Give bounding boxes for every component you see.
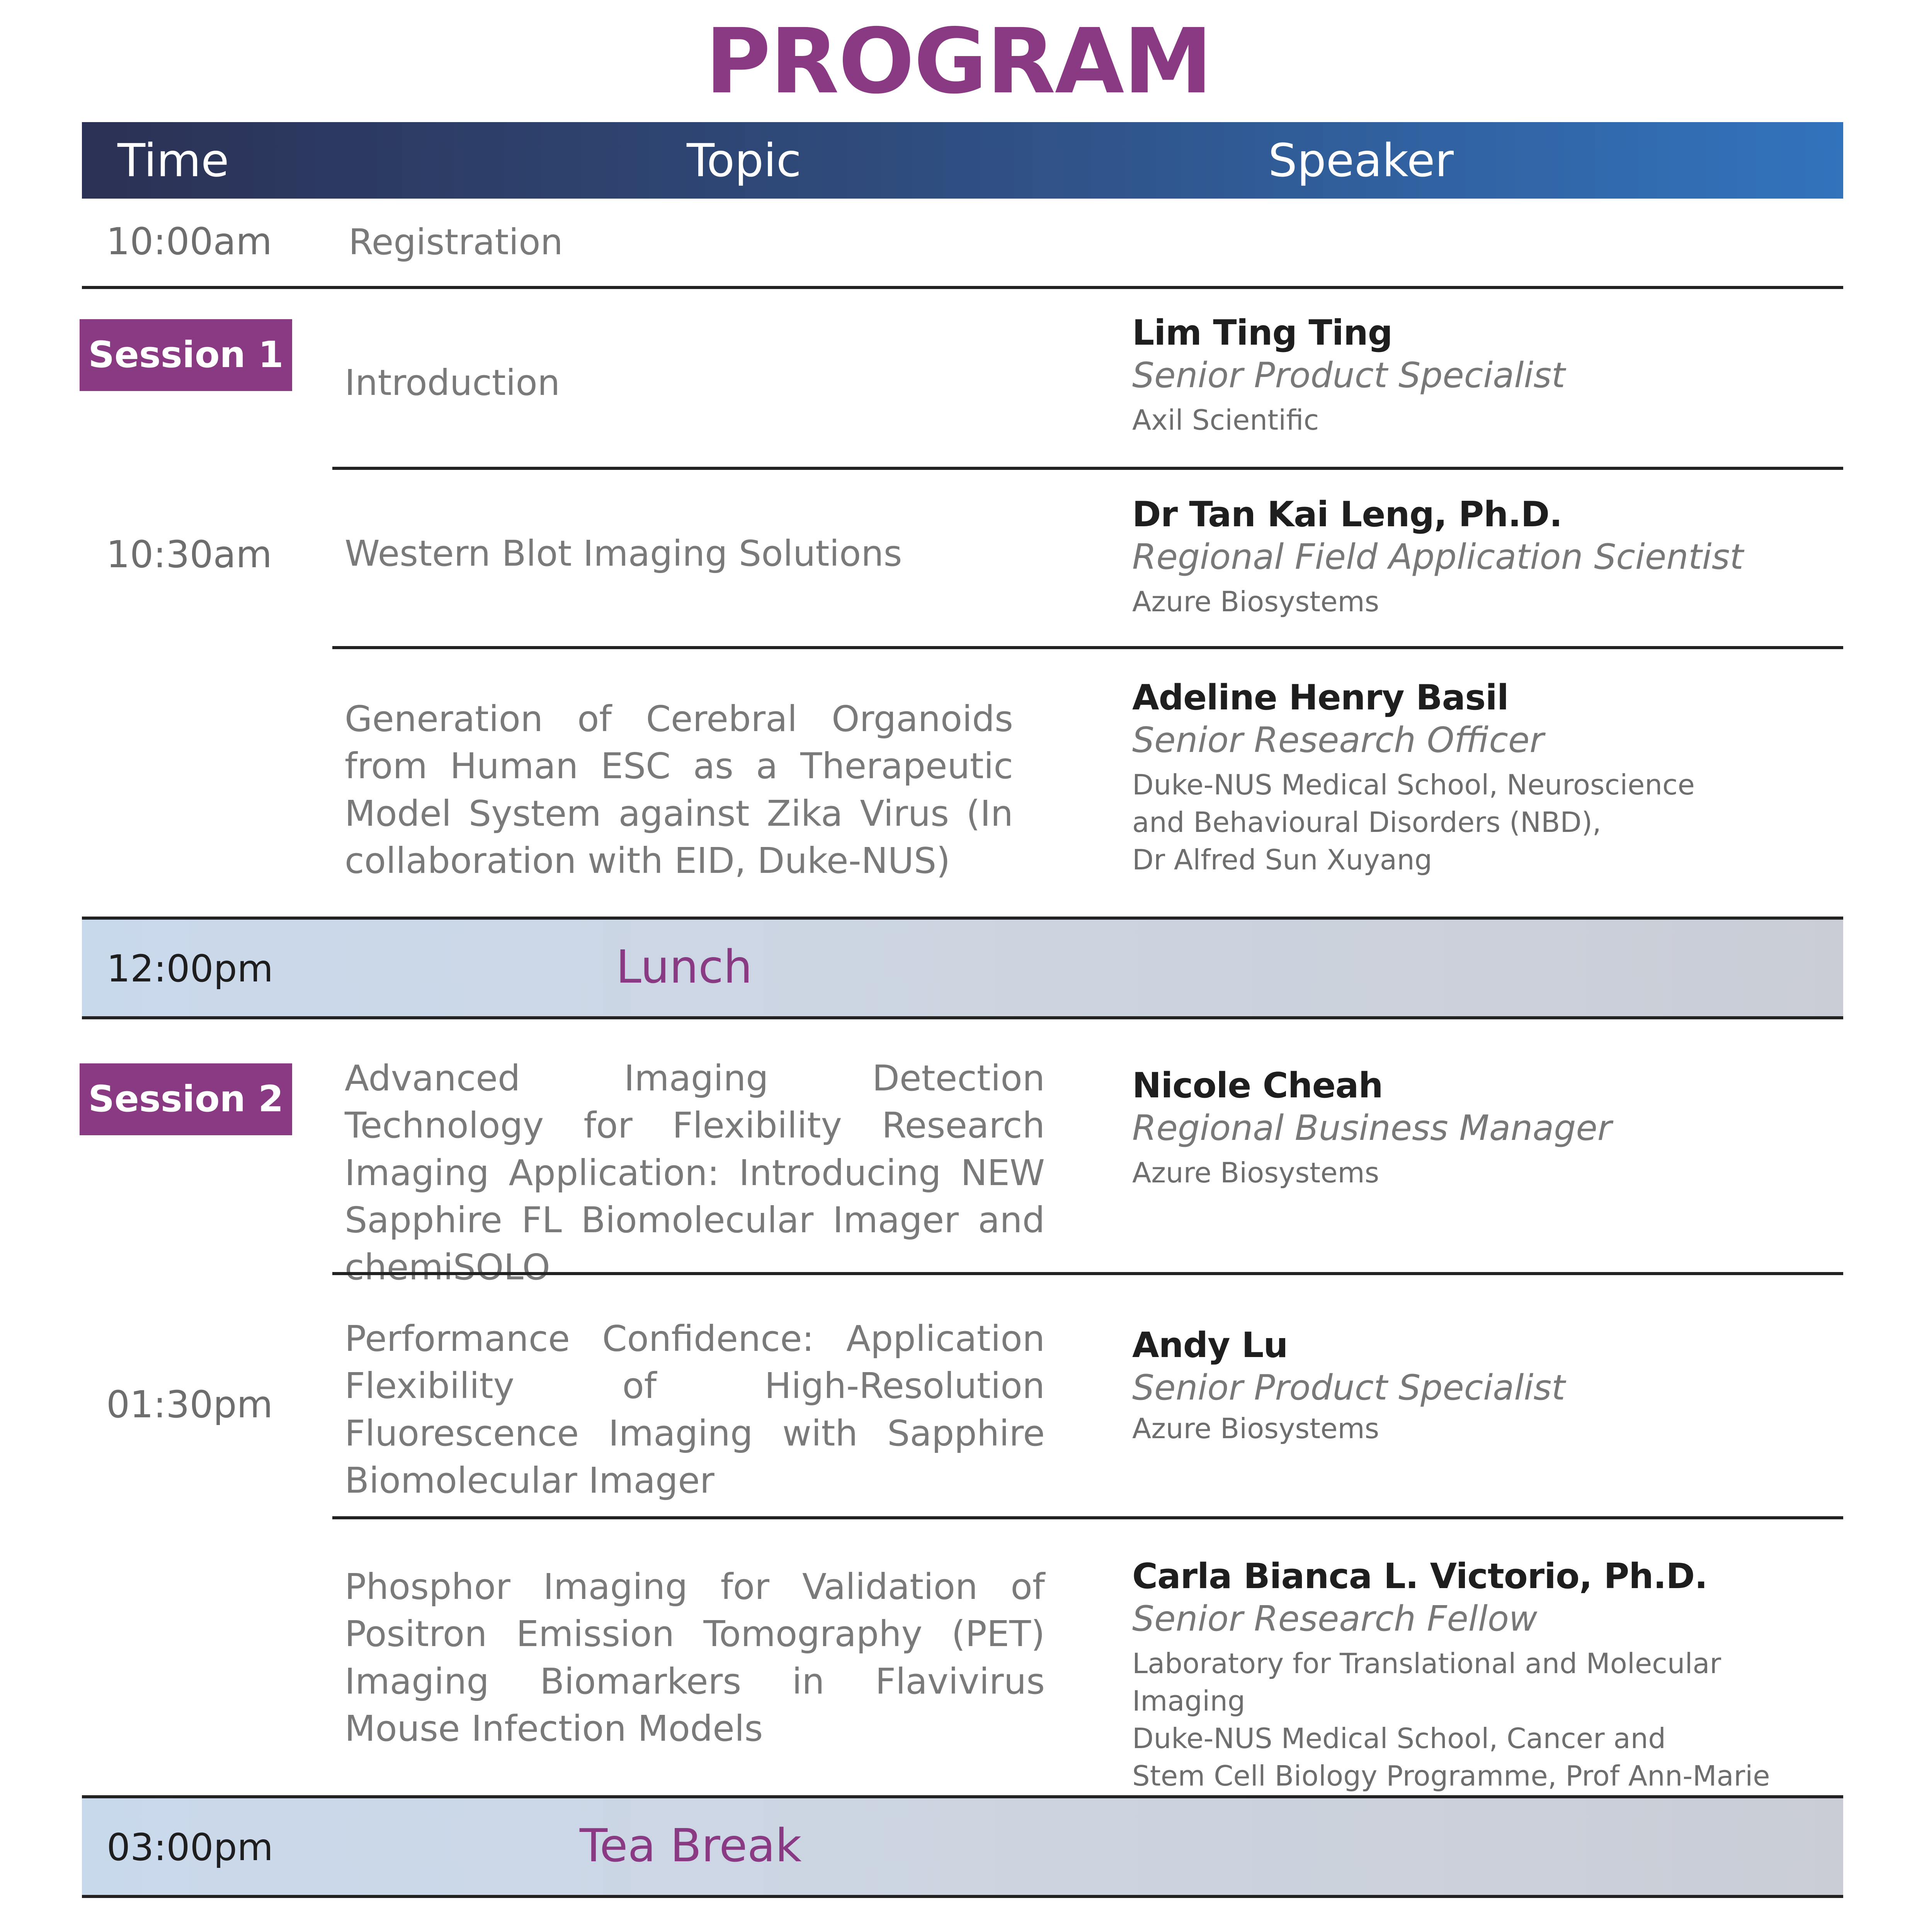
speaker-name: Dr Tan Kai Leng, Ph.D.	[1132, 494, 1562, 535]
divider	[332, 1272, 1843, 1275]
speaker-block	[1132, 494, 1828, 621]
speaker-block	[1132, 1065, 1828, 1192]
divider	[82, 286, 1843, 289]
speaker-org: Azure Biosystems	[1132, 1156, 1379, 1189]
speaker-block	[1132, 1556, 1839, 1832]
divider	[332, 646, 1843, 649]
speaker-org: Axil Scientific	[1132, 403, 1319, 436]
speaker-block	[1132, 312, 1828, 439]
header-speaker: Speaker	[1268, 134, 1454, 187]
speaker-name: Adeline Henry Basil	[1132, 677, 1509, 718]
speaker-role: Regional Field Application Scientist	[1132, 537, 1744, 577]
session-1-time: 10:30am	[106, 533, 272, 576]
speaker-name: Nicole Cheah	[1132, 1065, 1383, 1106]
speaker-name: Carla Bianca L. Victorio, Ph.D.	[1132, 1556, 1708, 1597]
tea-break-time: 03:00pm	[107, 1826, 274, 1869]
speaker-org-line: Stem Cell Biology Programme, Prof Ann-Marie	[1132, 1760, 1770, 1793]
speaker-role: Senior Product Specialist	[1132, 355, 1565, 396]
speaker-role: Senior Research Officer	[1132, 720, 1544, 760]
registration-time: 10:00am	[106, 220, 272, 263]
session-2-time: 01:30pm	[106, 1383, 273, 1426]
talk-topic: Introduction	[345, 362, 560, 403]
speaker-block	[1132, 1325, 1828, 1447]
session-1-badge: Session 1	[80, 319, 292, 391]
divider	[332, 467, 1843, 470]
talk-topic: Advanced Imaging Detection Technology for Flexibility Research Imaging Application: Introducing NEW Sapphire FL Biomolecular Imager and chemiSOLO	[345, 1058, 1045, 1288]
speaker-block	[1132, 677, 1839, 879]
speaker-org-line: Duke-NUS Medical School, Cancer and	[1132, 1722, 1666, 1755]
talk-topic: Phosphor Imaging for Validation of Positron Emission Tomography (PET) Imaging Biomarkers in Flavivirus Mouse Infection Models	[345, 1566, 1045, 1750]
page-title: PROGRAM	[705, 9, 1212, 114]
lunch-band	[82, 917, 1843, 1019]
speaker-org: Azure Biosystems	[1132, 1412, 1379, 1445]
talk-topic: Performance Confidence: Application Flexibility of High-Resolution Fluorescence Imaging with Sapphire Biomolecular Imager	[345, 1318, 1045, 1502]
speaker-name: Andy Lu	[1132, 1325, 1288, 1366]
speaker-org: Azure Biosystems	[1132, 585, 1379, 618]
registration-topic: Registration	[349, 221, 563, 263]
speaker-org-line: Dr Alfred Sun Xuyang	[1132, 843, 1432, 876]
tea-break-label: Tea Break	[580, 1819, 802, 1872]
speaker-org-line: Duke-NUS Medical School, Neuroscience	[1132, 768, 1695, 801]
talk-topic: Generation of Cerebral Organoids from Human ESC as a Therapeutic Model System against Zika Virus (In collaboration with EID, Duke-NUS)	[345, 698, 1013, 882]
speaker-name: Lim Ting Ting	[1132, 313, 1393, 353]
lunch-label: Lunch	[616, 940, 752, 993]
divider	[332, 1516, 1843, 1519]
lunch-time: 12:00pm	[107, 947, 274, 990]
speaker-role: Senior Product Specialist	[1132, 1367, 1565, 1408]
table-header	[82, 122, 1843, 199]
header-time: Time	[117, 134, 229, 187]
talk-topic: Western Blot Imaging Solutions	[345, 533, 902, 574]
speaker-role: Regional Business Manager	[1132, 1108, 1612, 1148]
session-2-badge: Session 2	[80, 1063, 292, 1135]
speaker-org-line: and Behavioural Disorders (NBD),	[1132, 806, 1601, 838]
speaker-role: Senior Research Fellow	[1132, 1599, 1538, 1639]
header-topic: Topic	[687, 134, 801, 187]
speaker-org-line: Laboratory for Translational and Molecular Imaging	[1132, 1647, 1721, 1717]
tea-break-band	[82, 1795, 1843, 1898]
